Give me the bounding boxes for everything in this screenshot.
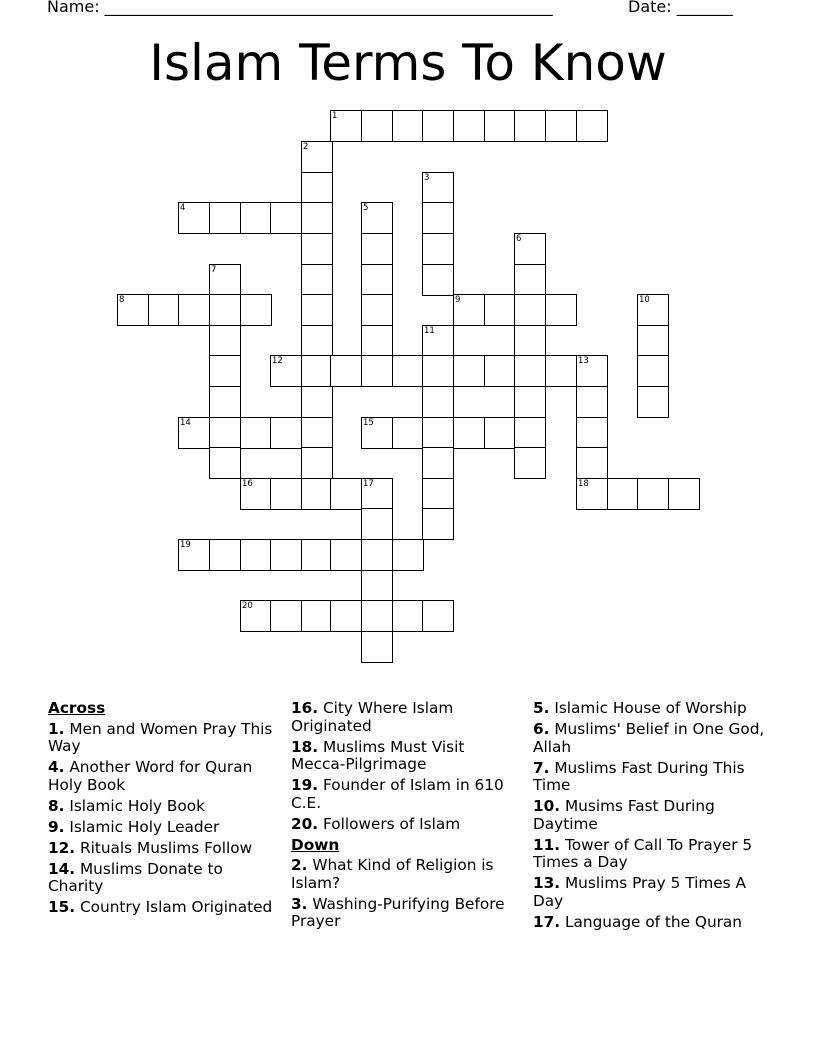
clue-number: 10: [639, 295, 650, 305]
clues-column-2: [291, 700, 516, 934]
clue: [291, 857, 516, 892]
crossword-cell[interactable]: [545, 110, 577, 142]
crossword-cell[interactable]: [361, 570, 393, 602]
crossword-cell[interactable]: [270, 417, 302, 449]
crossword-cell[interactable]: [576, 386, 608, 418]
crossword-cell[interactable]: [330, 478, 362, 510]
crossword-cell[interactable]: [392, 417, 424, 449]
clue-number: 14: [180, 418, 191, 428]
crossword-cell[interactable]: [270, 539, 302, 571]
clue-number: 3: [424, 173, 430, 183]
clue-number: 7: [211, 265, 217, 275]
crossword-cell[interactable]: [422, 508, 454, 540]
crossword-cell[interactable]: [301, 172, 333, 204]
crossword-cell[interactable]: [301, 355, 333, 387]
clue-text: Muslims Pray 5 Times A Day: [533, 874, 746, 910]
clue-number: 4: [180, 203, 186, 213]
crossword-cell[interactable]: [422, 264, 454, 296]
crossword-cell[interactable]: [514, 447, 546, 479]
crossword-cell[interactable]: [301, 233, 333, 265]
crossword-cell[interactable]: [422, 478, 454, 510]
clue-text: Tower of Call To Prayer 5 Times a Day: [533, 835, 753, 871]
clue-number: 2: [303, 142, 309, 152]
crossword-cell[interactable]: [392, 600, 424, 632]
clue-number: 9: [455, 295, 461, 305]
crossword-cell[interactable]: [637, 355, 669, 387]
clue-list: [48, 721, 280, 917]
crossword-cell[interactable]: [514, 417, 546, 449]
crossword-cell[interactable]: [178, 294, 210, 326]
clue-number: 8: [119, 295, 125, 305]
clue-number: 16: [242, 479, 253, 489]
clue-text: Washing-Purifying Before Prayer: [291, 894, 505, 930]
crossword-cell[interactable]: [392, 110, 424, 142]
clue-number-label: 7.: [533, 758, 550, 777]
crossword-cell[interactable]: [422, 202, 454, 234]
clue-number: 15: [363, 418, 374, 428]
clue-number: 18: [578, 479, 589, 489]
crossword-cell[interactable]: [270, 478, 302, 510]
crossword-cell[interactable]: [422, 600, 454, 632]
crossword-cell[interactable]: [514, 355, 546, 387]
crossword-cell[interactable]: [240, 539, 272, 571]
clue-number-label: 10.: [533, 797, 561, 815]
clue-number-label: 11.: [533, 835, 561, 854]
crossword-cell[interactable]: [514, 386, 546, 418]
crossword-cell[interactable]: [361, 600, 393, 632]
crossword-cell[interactable]: [453, 110, 485, 142]
clues-column-1: [48, 700, 280, 920]
crossword-cell[interactable]: [301, 264, 333, 296]
clue-text: Men and Women Pray This Way: [48, 719, 273, 755]
clue: [291, 700, 516, 735]
crossword-cell[interactable]: [453, 355, 485, 387]
clue-text: Muslims' Belief in One God, Allah: [533, 720, 765, 756]
crossword-cell[interactable]: [301, 447, 333, 479]
page-title: Islam Terms To Know: [149, 34, 667, 92]
clue-number: 17: [363, 479, 374, 489]
clue: [533, 837, 769, 872]
crossword-cell[interactable]: [240, 202, 272, 234]
crossword-cell[interactable]: [637, 325, 669, 357]
clue: [48, 798, 280, 816]
name-field: Name: ________________________________________________________: [47, 0, 553, 16]
crossword-cell[interactable]: [514, 325, 546, 357]
clue: [533, 760, 769, 795]
crossword-cell[interactable]: [392, 539, 424, 571]
crossword-cell[interactable]: [545, 294, 577, 326]
clues-column-3: [533, 700, 769, 935]
crossword-cell[interactable]: [240, 294, 272, 326]
crossword-cell[interactable]: [209, 355, 241, 387]
crossword-cell[interactable]: [422, 233, 454, 265]
clue-text: Another Word for Quran Holy Book: [48, 758, 253, 794]
clue-list: [291, 857, 516, 931]
clue: [291, 739, 516, 774]
crossword-cell[interactable]: [514, 294, 546, 326]
crossword-cell[interactable]: [209, 417, 241, 449]
clue-number: 5: [363, 203, 369, 213]
clue-number-label: 1.: [48, 719, 65, 738]
clue: [48, 861, 280, 896]
crossword-cell[interactable]: [422, 417, 454, 449]
crossword-cell[interactable]: [453, 417, 485, 449]
clue-number-label: 20.: [291, 814, 319, 833]
crossword-cell[interactable]: [148, 294, 180, 326]
crossword-cell[interactable]: [361, 325, 393, 357]
clue-text: What Kind of Religion is Islam?: [291, 856, 494, 892]
clue-text: Language of the Quran: [560, 912, 742, 931]
crossword-cell[interactable]: [361, 508, 393, 540]
crossword-cell[interactable]: [301, 478, 333, 510]
crossword-cell[interactable]: [270, 600, 302, 632]
clue: [48, 840, 280, 858]
clue-number-label: 17.: [533, 912, 561, 931]
clue-number: 13: [578, 356, 589, 366]
clue-text: Rituals Muslims Follow: [75, 838, 253, 857]
crossword-cell[interactable]: [545, 355, 577, 387]
crossword-cell[interactable]: [576, 447, 608, 479]
crossword-cell[interactable]: [301, 386, 333, 418]
clue: [48, 759, 280, 794]
crossword-cell[interactable]: [209, 325, 241, 357]
crossword-cell[interactable]: [361, 294, 393, 326]
crossword-cell[interactable]: [576, 417, 608, 449]
clue-number: 6: [516, 234, 522, 244]
clue-number: 1: [332, 111, 338, 121]
clue-number-label: 2.: [291, 856, 308, 874]
clue-text: Muslims Must Visit Mecca-Pilgrimage: [291, 737, 465, 773]
clue-text: Followers of Islam: [318, 814, 461, 833]
clue: [533, 700, 769, 718]
clue-number-label: 4.: [48, 758, 65, 776]
crossword-cell[interactable]: [361, 110, 393, 142]
crossword-cell[interactable]: [361, 539, 393, 571]
clue-number-label: 3.: [291, 894, 308, 913]
crossword-cell[interactable]: [484, 417, 516, 449]
crossword-cell[interactable]: [392, 355, 424, 387]
down-heading: Down: [291, 835, 340, 854]
clue: [533, 798, 769, 833]
crossword-cell[interactable]: [209, 294, 241, 326]
crossword-cell[interactable]: [422, 386, 454, 418]
clue-text: Country Islam Originated: [75, 898, 273, 916]
crossword-cell[interactable]: [209, 539, 241, 571]
crossword-cell[interactable]: [422, 447, 454, 479]
crossword-cell[interactable]: [209, 202, 241, 234]
crossword-cell[interactable]: [422, 355, 454, 387]
crossword-cell[interactable]: [240, 417, 272, 449]
clue-number-label: 18.: [291, 737, 319, 756]
crossword-cell[interactable]: [484, 355, 516, 387]
clue: [533, 914, 769, 932]
crossword-cell[interactable]: [422, 110, 454, 142]
clue: [291, 816, 516, 834]
clue-text: Islamic House of Worship: [549, 699, 747, 717]
crossword-cell[interactable]: [361, 264, 393, 296]
crossword-cell[interactable]: [301, 325, 333, 357]
clue-list: [291, 700, 516, 833]
crossword-cell[interactable]: [301, 600, 333, 632]
crossword-cell[interactable]: [330, 539, 362, 571]
crossword-cell[interactable]: [330, 600, 362, 632]
clue-text: Founder of Islam in 610 C.E.: [291, 776, 504, 812]
crossword-cell[interactable]: [209, 386, 241, 418]
crossword-cell[interactable]: [514, 264, 546, 296]
clue-number-label: 9.: [48, 817, 65, 836]
crossword-cell[interactable]: [301, 539, 333, 571]
crossword-cell[interactable]: [484, 110, 516, 142]
crossword-cell[interactable]: [361, 631, 393, 663]
clue-number-label: 14.: [48, 859, 76, 878]
clue-number: 19: [180, 540, 191, 550]
clue-number: 20: [242, 601, 253, 611]
clue-number-label: 15.: [48, 898, 76, 916]
clue: [48, 721, 280, 756]
clue: [533, 721, 769, 756]
crossword-cell[interactable]: [209, 447, 241, 479]
clue: [291, 896, 516, 931]
clue-text: Islamic Holy Leader: [64, 817, 220, 836]
clue-number-label: 13.: [533, 874, 561, 892]
crossword-cell[interactable]: [514, 110, 546, 142]
crossword-cell[interactable]: [330, 355, 362, 387]
clue-list: [533, 700, 769, 931]
clue-number-label: 12.: [48, 838, 76, 857]
clue: [533, 875, 769, 910]
crossword-cell[interactable]: [637, 386, 669, 418]
clue-text: Musims Fast During Daytime: [533, 797, 715, 833]
clue-number-label: 5.: [533, 699, 550, 717]
crossword-cell[interactable]: [301, 417, 333, 449]
crossword-cell[interactable]: [484, 294, 516, 326]
clue-number-label: 6.: [533, 720, 550, 738]
crossword-cell[interactable]: [607, 478, 639, 510]
clue-number: 11: [424, 326, 435, 336]
clue-number-label: 19.: [291, 776, 319, 794]
crossword-cell[interactable]: [668, 478, 700, 510]
clue-number: 12: [272, 356, 283, 366]
crossword-cell[interactable]: [361, 355, 393, 387]
crossword-cell[interactable]: [301, 202, 333, 234]
clue: [48, 899, 280, 917]
clue: [291, 777, 516, 812]
clue-text: Muslims Donate to Charity: [48, 859, 223, 895]
crossword-cell[interactable]: [576, 110, 608, 142]
date-field: Date: _______: [628, 0, 733, 16]
clue: [48, 819, 280, 837]
clue-number-label: 16.: [291, 699, 319, 717]
clue-text: City Where Islam Originated: [291, 699, 454, 735]
across-heading: Across: [48, 699, 106, 717]
crossword-cell[interactable]: [637, 478, 669, 510]
crossword-cell[interactable]: [361, 233, 393, 265]
crossword-cell[interactable]: [301, 294, 333, 326]
clue-text: Muslims Fast During This Time: [533, 758, 745, 794]
clue-number-label: 8.: [48, 796, 65, 815]
crossword-cell[interactable]: [270, 202, 302, 234]
clue-text: Islamic Holy Book: [64, 796, 205, 815]
